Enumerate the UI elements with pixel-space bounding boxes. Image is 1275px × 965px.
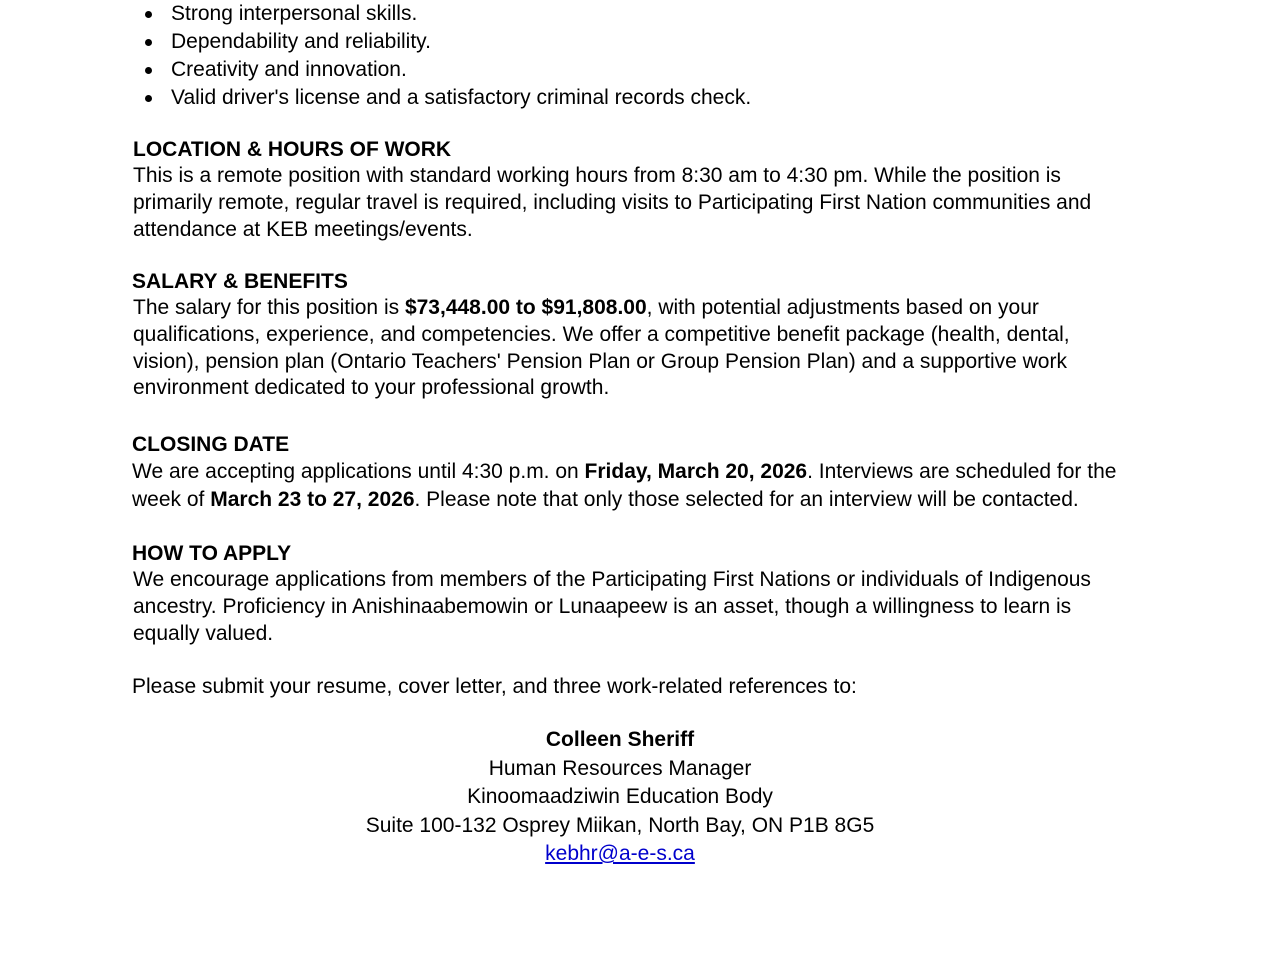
contact-name: Colleen Sheriff (545, 728, 695, 751)
bullet-icon (145, 11, 152, 18)
location-text: This is a remote position with standard working hours from 8:30 am to 4:30 pm. While the position is primarily remote, regular travel is required, including visits to Participating First Nation communities and attendance at KEB meetings/events. (133, 164, 1092, 241)
apply-heading: HOW TO APPLY (132, 542, 292, 565)
salary-amount: $73,448.00 to $91,808.00 (404, 296, 647, 319)
submit-instruction: Please submit your resume, cover letter, and three work-related references to: (132, 675, 857, 698)
bullet-icon (145, 39, 152, 46)
bullet-icon (145, 67, 152, 74)
list-item: Creativity and innovation. (140, 56, 751, 84)
location-heading: LOCATION & HOURS OF WORK (133, 138, 452, 161)
contact-title: Human Resources Manager (488, 756, 752, 780)
contact-block (320, 726, 920, 869)
location-section (133, 136, 1091, 243)
closing-heading: CLOSING DATE (132, 433, 290, 456)
apply-section (132, 540, 1091, 647)
salary-heading: SALARY & BENEFITS (132, 270, 348, 293)
interview-week: March 23 to 27, 2026 (210, 488, 415, 511)
closing-section (132, 431, 1116, 514)
list-item: Dependability and reliability. (140, 28, 751, 56)
closing-deadline: Friday, March 20, 2026 (584, 460, 808, 483)
bullet-icon (145, 95, 152, 102)
salary-section (132, 268, 1070, 402)
apply-text: We encourage applications from members of the Participating First Nations or individuals of Indigenous ancestry. Proficiency in Anishinaabemowin or Lunaapeew is an asset, though a willingness to learn is equally valued. (133, 568, 1091, 645)
list-item: Valid driver's license and a satisfactory criminal records check. (140, 84, 751, 112)
closing-text: We are accepting applications until 4:30 p.m. on Friday, March 20, 2026. Interviews are scheduled for the week of March 23 to 27, 2026. Please note that only those selected for an interview will be contacted. (132, 460, 1117, 511)
contact-organization: Kinoomaadziwin Education Body (467, 785, 773, 808)
salary-text: The salary for this position is $73,448.00 to $91,808.00, with potential adjustments based on your qualifications, experience, and competencies. We offer a competitive benefit package (health, dental, vision), pension plan (Ontario Teachers' Pension Plan or Group Pension Plan) and a supportive work environment dedicated to your professional growth. (133, 296, 1070, 400)
contact-email-link[interactable]: kebhr@a-e-s.ca (545, 842, 695, 865)
list-item: Strong interpersonal skills. (140, 0, 751, 28)
requirements-list (140, 0, 751, 112)
contact-address: Suite 100-132 Osprey Miikan, North Bay, ON P1B 8G5 (365, 813, 875, 837)
